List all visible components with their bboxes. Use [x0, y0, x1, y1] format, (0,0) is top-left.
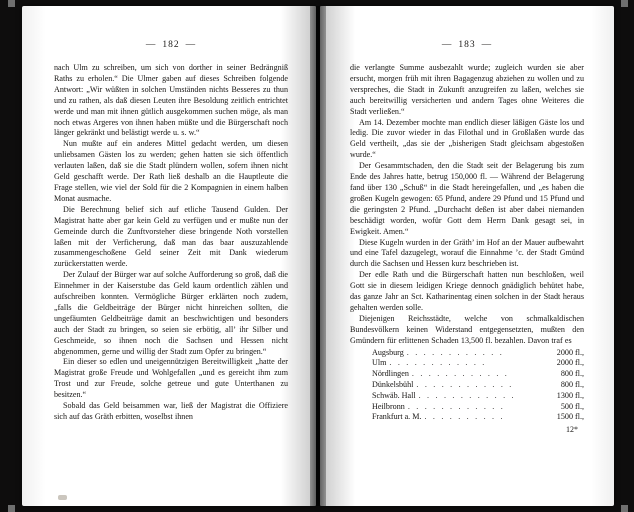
city-name: Schwäb. Hall: [372, 390, 416, 400]
paragraph: Diejenigen Reichsstädte, welche von schmalkaldischen Bundesvölkern keinen Widerstand entgegensetzten, mußten den Gmündern für erlittenen Schaden 13,500 fl. bezahlen. Davon traf es: [350, 313, 584, 345]
scan-corner-tick-top-right: [621, 0, 628, 7]
signature-mark: 12*: [566, 425, 578, 435]
city-name: Frankfurt a. M.: [372, 412, 422, 422]
left-page-number: 182: [162, 40, 180, 50]
right-page-folio: — 183 —: [441, 40, 493, 50]
list-item: [350, 348, 584, 359]
paragraph: Der Gesammtschaden, den die Stadt seit der Belagerung bis zum Ende des Jahres hatte, betrug 150,000 fl. — Während der Belagerung fand über 130 „Schuß“ in die Stadt hereingefallen, und „es haben die großen Kugeln gewogen: 65 Pfund, andere 29 Pfund und 15 Pfund und die geringsten 2 Pfund. „Durchacht deßen ist aber dabei niemanden beschädigt worden, wofür Gott dem Herrn Dank gesagt sei, in Ewigkeit. Amen.“: [350, 161, 584, 236]
city-name: Dünkelsbühl: [372, 379, 414, 389]
book-gutter: [310, 6, 326, 506]
right-page-textblock: [350, 40, 584, 488]
paragraph: Diese Kugeln wurden in der Gräth’ im Hof an der Mauer aufbewahrt und eine Tafel dazugelegt, worauf die Einnahme ’c. der Stadt Gmünd durch die Sachsen und Hessen kurz beschrieben ist.: [350, 237, 584, 269]
amount: 800 fl.,: [560, 369, 584, 379]
list-item: [350, 369, 584, 380]
paragraph: Der Zulauf der Bürger war auf solche Aufforderung so groß, daß die Einnehmer in der Kaiserstube das Geld kaum ordentlich zählen und aufschreiben konnten. Vermögliche Bürger erklärten noch zudem, „falls die Geldbeiträge der Bürger nicht hinreichen sollten, die ungefäumten Geldbeiträge damit an beschwichtigen und besonders auch der Stadt zu bringen, so seien sie erbötig, all’ ihr Silber und Geschmeide, so ihnen noch die Sachsen und Hessen nicht abgenommen, gerne und willig der Stadt zum Opfer zu bringen.“: [54, 270, 288, 356]
city-name: Ulm: [372, 358, 387, 368]
leader-dots: . . . . . . . . . . . .: [418, 390, 516, 400]
scan-corner-tick-top-left: [8, 0, 15, 7]
paragraph: Die Berechnung belief sich auf etliche Tausend Gulden. Der Magistrat hatte aber gar kein Geld zu verfügen und er mußte nun der Gemeinde durch die Zunftvorsteher diese bringende Noth vorstellen laßen mit der Verficherung, daß man das baar auszuzahlende zusammengeschoßene Geld seiner Zeit mit Dank wiederum zurückerstatten werde.: [54, 204, 288, 269]
right-page-number: 183: [458, 40, 476, 50]
paragraph: die verlangte Summe ausbezahlt wurde; zugleich wurden sie aber ersucht, morgen früh mit ihren Bagagenzug abziehen zu wollen und zu verspreches, die Stadt in Zukunft anzugreifen zu laßen, welches sie auch bereitwillig versicherten und andern Tages ohne Weiteres die Stadt verließen.“: [350, 63, 584, 116]
leader-dots: . . . . . . . . . . . .: [411, 369, 510, 379]
amount: 1300 fl.,: [556, 390, 584, 400]
right-page: [320, 6, 614, 506]
paragraph: Am 14. Dezember mochte man endlich dieser läßigen Gäste los und ledig. Die zuvor wieder in das Filothal und in Großlaßen wurde das Geld vertheilt, „das sie der „bisherigen Stadt gleichsam abgestoßen wurde.“: [350, 117, 584, 160]
list-item: [350, 358, 584, 369]
left-page-textblock: [54, 40, 288, 488]
leader-dots: . . . . . . . . . . . .: [416, 379, 514, 389]
leader-dots: . . . . . . . . . . . .: [407, 401, 505, 411]
amount: 1500 fl.,: [556, 412, 584, 422]
leader-dots: . . . . . . . . . . . .: [389, 358, 487, 368]
scan-corner-tick-bottom-right: [621, 505, 628, 512]
page-blemish: [58, 495, 67, 500]
amount: 2000 fl.,: [556, 347, 584, 357]
city-name: Augsburg: [372, 347, 404, 357]
paragraph: Ein dieser so edlen und uneigennützigen Bereitwilligkeit „hatte der Magistrat große Freude und Wohlgefallen „und es gereicht ihm zum Trost und zur Freude, solche getreue und gute Unterthanen zu besitzen.“: [54, 357, 288, 400]
leader-dots: . . . . . . . . . .: [424, 412, 505, 422]
paragraph: Sobald das Geld beisammen war, ließ der Magistrat die Offiziere sich auf das Gräth erbitten, woselbst ihnen: [54, 401, 288, 421]
list-item: [350, 402, 584, 413]
leader-dots: . . . . . . . . . . . .: [406, 347, 504, 357]
city-name: Nördlingen: [372, 369, 409, 379]
scan-corner-tick-bottom-left: [8, 505, 15, 512]
amount: 800 fl.,: [560, 379, 584, 389]
amount: 500 fl.,: [560, 401, 584, 411]
amount: 2000 fl.,: [556, 358, 584, 368]
list-item: [350, 380, 584, 391]
left-page: [22, 6, 316, 506]
compensation-list: [350, 348, 584, 424]
city-name: Heilbronn: [372, 401, 405, 411]
paragraph: nach Ulm zu schreiben, um sich von dorther in seiner Bedrängniß Raths zu erholen.“ Die Ulmer gaben auf dieses Schreiben folgende Antwort: „Wir wüßten in solchen Umständen nichts Besseres zu thun und zu rathen, als daß diesen Leuten ihre Besoldung zeitlich entrichtet werde und man mit ihnen gütlich ausgekommen suchen möge, als man noch etwas Argeres von ihnen haben müßte und die Bürgerschaft noch länger gekränkt und belästigt werde u. s. w.“: [54, 63, 288, 138]
list-item: [350, 391, 584, 402]
left-page-folio: — 182 —: [145, 40, 197, 50]
list-item: [350, 412, 584, 423]
paragraph: Der edle Rath und die Bürgerschaft hatten nun beschloßen, weil Gott sie in diesem leidigen Kriege dennoch gnädiglich behütet habe, das ganze Jahr an Sct. Katharinentag einen solchen in der Stadt heraus gehalten werden solle.: [350, 270, 584, 312]
paragraph: Nun mußte auf ein anderes Mittel gedacht werden, um diesen unliebsamen Gästen los zu werden; gehen hatten sie sich öffentlich verlauten laßen, daß sie die Stadt plündern wollen, sofern ihnen nicht Geld geschafft werde. Der Rath ließ deshalb an die Hauptleute die Frage stellen, wie viel der Sold für die 2 Kompagnien in einem halben Monat ausmache.: [54, 139, 288, 203]
